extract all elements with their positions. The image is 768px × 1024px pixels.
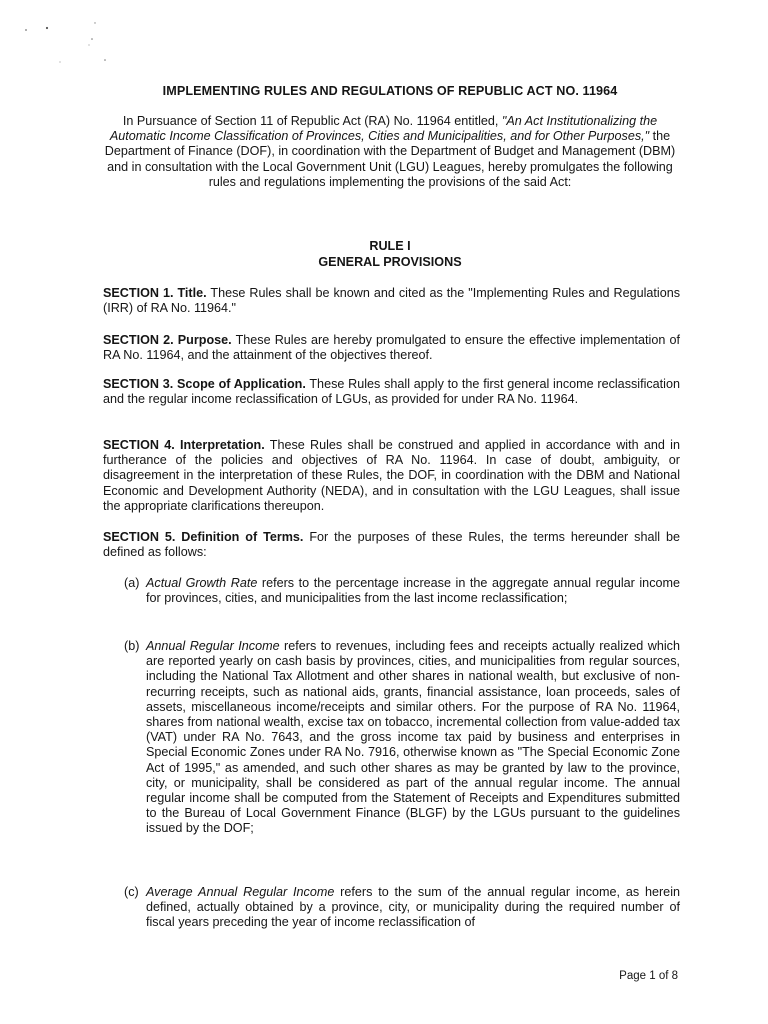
section-5-label: SECTION 5. Definition of Terms.: [103, 530, 304, 544]
definition-b-term: Annual Regular Income: [146, 639, 280, 653]
section-4-text: These Rules shall be construed and applied in accordance with and in furtherance of the policies and objectives of RA No. 11964. In case of doubt, ambiguity, or disagreement in the interpretation of these Rules, the DOF, in coordination with the DBM and National Economic and Development Authority (NEDA), and in consultation with the LGU Leagues, shall issue the appropriate clarifications thereupon.: [103, 438, 680, 513]
scan-specks: [20, 18, 120, 78]
rule-name: GENERAL PROVISIONS: [318, 255, 462, 269]
definition-c-text: refers to the sum of the annual regular income, as herein defined, actually obtained by a province, city, or municipality during the required number of fiscal years preceding the year of income reclassification of: [146, 885, 680, 930]
definition-c-letter: (c): [124, 885, 139, 899]
section-4: [103, 438, 680, 514]
preamble-part-2: the Department of Finance (DOF), in coordination with the Department of Budget and Management (DBM) and in consultation with the Local Government Unit (LGU) Leagues, hereby promulgates the following rules and regulations implementing the provisions of the said Act:: [104, 129, 676, 189]
definition-c-term: Average Annual Regular Income: [146, 885, 335, 899]
page-number: Page 1 of 8: [619, 970, 678, 982]
definition-b-letter: (b): [124, 639, 140, 653]
document-title: IMPLEMENTING RULES AND REGULATIONS OF REPUBLIC ACT NO. 11964: [162, 84, 618, 98]
section-1-text: These Rules shall be known and cited as the "Implementing Rules and Regulations (IRR) of RA No. 11964.": [103, 286, 680, 316]
section-4-label: SECTION 4. Interpretation.: [103, 438, 265, 452]
section-3: [103, 377, 680, 407]
section-5: [103, 530, 680, 560]
section-3-label: SECTION 3. Scope of Application.: [103, 377, 306, 391]
preamble-part-1: In Pursuance of Section 11 of Republic Act (RA) No. 11964 entitled,: [122, 114, 502, 128]
rule-number: RULE I: [369, 239, 411, 253]
rule-heading: [100, 238, 680, 270]
definition-a-text: refers to the percentage increase in the aggregate annual regular income for provinces, cities, and municipalities from the last income reclassification;: [146, 576, 680, 606]
definition-b-text: refers to revenues, including fees and receipts actually realized which are reported yearly on cash basis by provinces, cities, and municipalities from regular sources, including the National Tax Allotment and other shares in national wealth, but exclusive of non-recurring receipts, such as national aids, grants, financial assistance, loan proceeds, sales of assets, miscellaneous income/receipts and similar others. For the purpose of RA No. 11964, shares from national wealth, excise tax on tobacco, incremental collection from value-added tax (VAT) under RA No. 7643, and the gross income tax paid by business and enterprises in Special Economic Zones under RA No. 7916, otherwise known as "The Special Economic Zone Act of 1995," as amended, and such other shares as may be granted by law to the province, city, or municipality, shall be considered as part of the annual regular income. The annual regular income shall be computed from the Statement of Receipts and Expenditures submitted to the Bureau of Local Government Finance (BLGF) by the LGUs pursuant to the guidelines issued by the DOF;: [146, 639, 680, 836]
section-1: [103, 286, 680, 316]
definition-a-term: Actual Growth Rate: [146, 576, 258, 590]
definition-b: [124, 639, 680, 837]
section-3-text: These Rules shall apply to the first general income reclassification and the regular income reclassification of LGUs, as provided for under RA No. 11964.: [103, 377, 680, 407]
definition-c: [124, 885, 680, 931]
section-5-text: For the purposes of these Rules, the terms hereunder shall be defined as follows:: [103, 530, 680, 560]
section-2-label: SECTION 2. Purpose.: [103, 333, 232, 347]
act-title: "An Act Institutionalizing the Automatic Income Classification of Provinces, Cities and Municipalities, and for Other Purposes,": [109, 114, 658, 144]
definition-a-letter: (a): [124, 576, 140, 590]
section-2-text: These Rules are hereby promulgated to ensure the effective implementation of RA No. 11964, and the attainment of the objectives thereof.: [103, 333, 680, 363]
section-1-label: SECTION 1. Title.: [103, 286, 207, 300]
definition-a: [124, 576, 680, 606]
preamble-paragraph: [98, 114, 682, 190]
section-2: [103, 333, 680, 363]
